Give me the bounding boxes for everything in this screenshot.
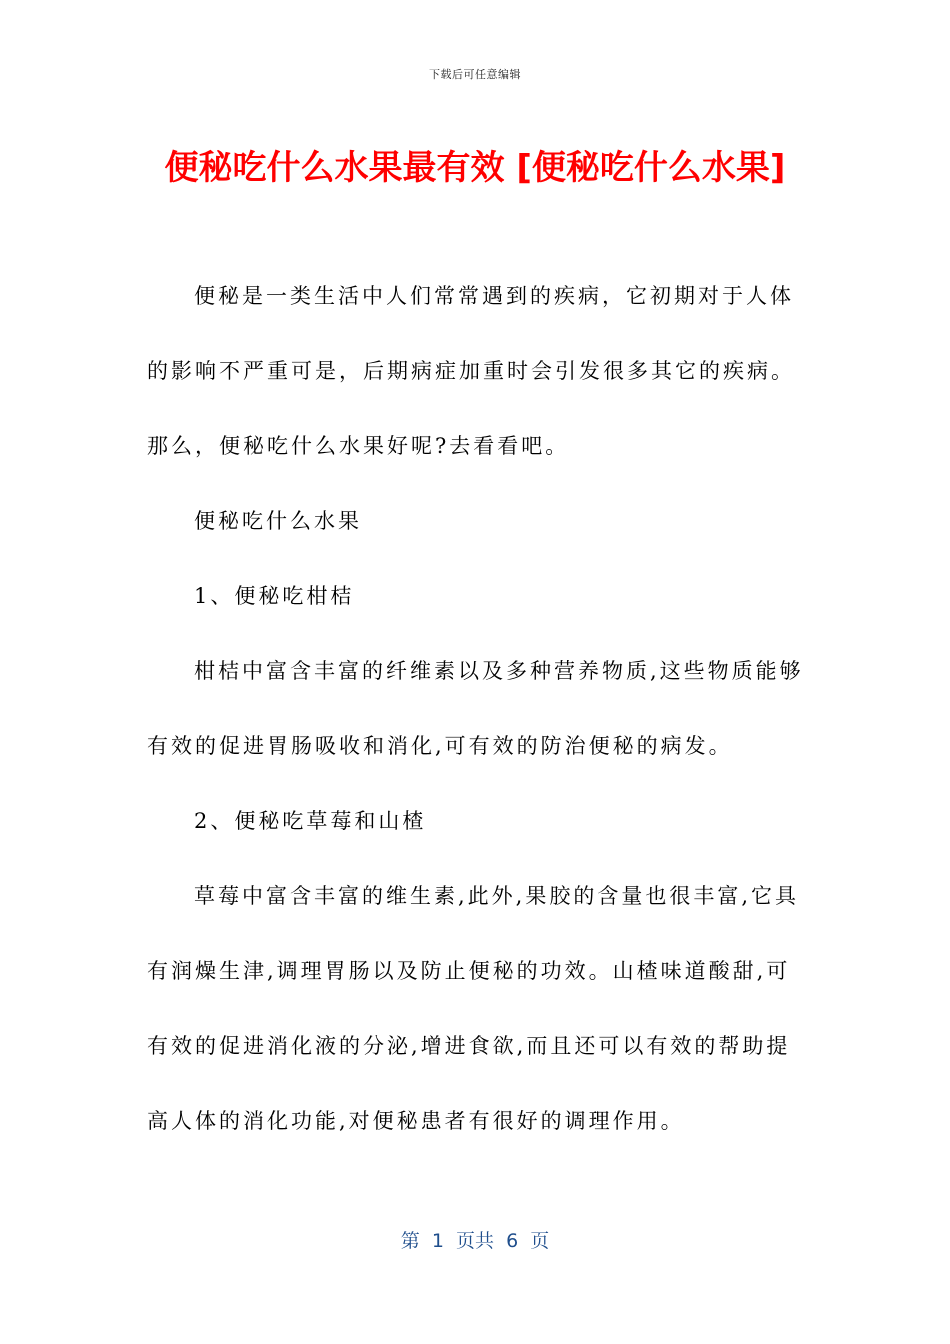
item-1-line-2: 有效的促进胃肠吸收和消化,可有效的防治便秘的病发。 — [147, 734, 733, 758]
item-2-line-3: 有效的促进消化液的分泌,增进食欲,而且还可以有效的帮助提 — [147, 1034, 791, 1058]
item-2-line-1: 草莓中富含丰富的维生素,此外,果胶的含量也很丰富,它具 — [194, 884, 800, 908]
item-2-line-2: 有润燥生津,调理胃肠以及防止便秘的功效。山楂味道酸甜,可 — [147, 959, 791, 983]
paragraph-intro-line-2: 的影响不严重可是，后期病症加重时会引发很多其它的疾病。 — [147, 359, 795, 383]
item-1-line-1: 柑桔中富含丰富的纤维素以及多种营养物质,这些物质能够 — [194, 659, 804, 683]
section-heading: 便秘吃什么水果 — [194, 509, 362, 533]
item-heading-2: 2、便秘吃草莓和山楂 — [194, 809, 427, 833]
header-note: 下载后可任意编辑 — [429, 68, 521, 81]
paragraph-intro-line-3: 那么，便秘吃什么水果好呢?去看看吧。 — [147, 434, 570, 458]
document-title: 便秘吃什么水果最有效 [便秘吃什么水果] — [164, 148, 786, 188]
item-2-line-4: 高人体的消化功能,对便秘患者有很好的调理作用。 — [147, 1109, 685, 1133]
item-heading-1: 1、便秘吃柑桔 — [194, 584, 355, 608]
paragraph-intro-line-1: 便秘是一类生活中人们常常遇到的疾病，它初期对于人体 — [194, 284, 794, 308]
page-number-footer: 第 1 页共 6 页 — [400, 1230, 550, 1252]
